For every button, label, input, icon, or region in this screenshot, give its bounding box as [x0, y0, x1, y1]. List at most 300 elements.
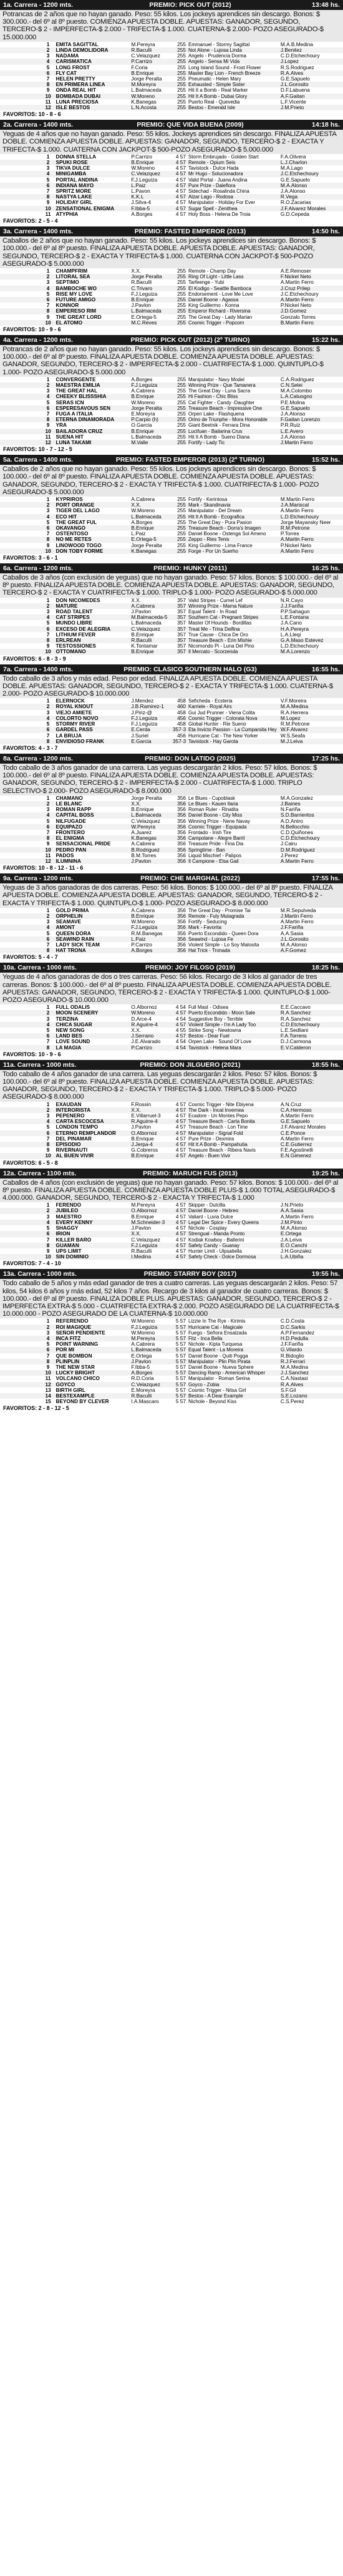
- race-number: 10a. Carrera - 1000 mts.: [3, 964, 77, 972]
- jockey-name: A.Borges: [130, 377, 172, 382]
- table-row: [0, 716, 343, 721]
- trainer-name: C.D.Etchechoury: [279, 1022, 343, 1028]
- jockey-name: R.Aguirre-4: [130, 1022, 172, 1028]
- runner-weight: 357-3: [172, 727, 186, 733]
- runner-recent-form: [0, 643, 42, 649]
- runner-recent-form: [0, 1231, 42, 1237]
- runner-number: 3: [42, 807, 55, 812]
- runner-weight: 255: [172, 99, 187, 105]
- runner-number: 5: [42, 819, 55, 824]
- trainer-name: R.M.Petrone: [279, 721, 343, 727]
- runner-weight: 4 57: [172, 183, 187, 188]
- table-row: [0, 1359, 343, 1364]
- trainer-name: M.R.Sepulveda: [279, 908, 343, 913]
- table-row: [0, 643, 343, 649]
- runner-weight: 255: [172, 548, 187, 554]
- runner-number: 4: [42, 1220, 55, 1225]
- runner-weight: 356: [172, 919, 187, 925]
- horse-name: LUNA TAKAMI: [54, 440, 130, 445]
- table-row: [0, 59, 343, 64]
- runner-weight: 357: [172, 603, 187, 609]
- horse-name: LOVE SOUND: [54, 1039, 130, 1044]
- horse-name: RIVERNAUTI: [54, 1147, 130, 1153]
- runner-weight: 357: [172, 626, 187, 632]
- table-row: [0, 377, 343, 382]
- race-number: 4a. Carrera - 1200 mts.: [3, 336, 74, 344]
- trainer-name: J.Perez: [279, 853, 343, 858]
- runner-recent-form: [0, 76, 42, 82]
- runner-recent-form: [0, 620, 42, 626]
- horse-name: GUAMAN: [54, 1243, 130, 1248]
- trainer-name: W.F.Alvarez: [279, 727, 343, 732]
- runner-pedigree: Strengual - Manda Pronto: [187, 1231, 279, 1237]
- table-row: [0, 154, 343, 160]
- runner-number: 3: [42, 165, 55, 171]
- horse-name: LUCKY BRIGHT: [54, 1370, 130, 1376]
- runner-pedigree: Violent Simple - Lo Soy Malosita: [187, 942, 279, 948]
- horse-name: CAPITAL BOSS: [54, 812, 130, 818]
- race-time: 19:25 hs.: [312, 1169, 340, 1177]
- runner-number: 6: [42, 70, 55, 76]
- table-row: [0, 42, 343, 47]
- runner-weight: 5 57: [172, 1359, 187, 1364]
- runner-recent-form: [0, 1119, 42, 1124]
- jockey-name: Jorge Peralta: [130, 76, 172, 82]
- runner-weight: 255: [172, 377, 187, 382]
- table-row: [0, 1364, 343, 1370]
- runner-pedigree: Daniel Boone - City Miss: [187, 812, 279, 818]
- runner-number: 10: [42, 649, 55, 654]
- runner-number: 1: [42, 497, 55, 502]
- race-header: [0, 455, 343, 465]
- table-row: [0, 508, 343, 513]
- jockey-name: E.Moreyra: [130, 1388, 172, 1393]
- jockey-name: A.Borges: [130, 520, 172, 525]
- table-row: [0, 1119, 343, 1124]
- jockey-name: B.Enrique: [130, 632, 172, 638]
- jockey-name: P.Carrizo: [130, 154, 172, 160]
- runner-weight: 255: [172, 59, 187, 64]
- runner-recent-form: [0, 417, 42, 422]
- runner-weight: 356: [172, 807, 187, 812]
- runner-number: 7: [42, 830, 55, 835]
- jockey-name: J.Pavlon: [130, 303, 172, 308]
- runner-recent-form: [0, 70, 42, 76]
- runner-pedigree: Violent Simple - I'm A Lady Too: [187, 1022, 279, 1028]
- runner-pedigree: Hit It A Bomb - Ecografica: [187, 514, 279, 520]
- runner-weight: 255: [172, 320, 187, 326]
- runner-number: 2: [42, 274, 55, 279]
- runner-weight: 4 57: [172, 188, 187, 194]
- trainer-name: G.E.Sapuelo: [279, 76, 343, 82]
- runner-recent-form: [0, 279, 42, 285]
- trainer-name: J.A.Leiva: [279, 1237, 343, 1243]
- runner-weight: 4 57: [172, 1220, 187, 1225]
- race-favorites: FAVORITOS: 10 - 8 - 12 - 11 - 6: [3, 865, 84, 872]
- runner-number: 6: [42, 406, 55, 411]
- runner-recent-form: [0, 400, 42, 406]
- runner-pedigree: Safety Check - Dolce Dormosa: [187, 1254, 279, 1260]
- runner-number: 4: [42, 514, 55, 520]
- jockey-name: E.Ortega: [130, 1353, 172, 1359]
- runner-weight: 4 54: [172, 1016, 187, 1022]
- table-row: [0, 598, 343, 603]
- race-favorites: FAVORITOS: 10 - 9 - 6: [3, 1051, 61, 1057]
- runner-pedigree: Master Of Hounds - Bordillas: [187, 620, 279, 626]
- trainer-name: E.Ortega: [279, 1231, 343, 1237]
- trainer-name: A.N.Cruz: [279, 1102, 343, 1107]
- runner-number: 1: [42, 42, 55, 47]
- race-prize: PREMIO: HUNKY (2011): [153, 565, 227, 573]
- race-favorites: FAVORITOS: 10 - 8 - 6: [3, 111, 61, 118]
- jockey-name: J.Pavlon: [130, 1124, 172, 1130]
- runner-number: 10: [42, 429, 55, 434]
- horse-name: FLY CAT: [54, 70, 130, 76]
- runner-weight: 356: [172, 931, 187, 936]
- runner-number: 8: [42, 1142, 55, 1147]
- runner-number: 10: [42, 320, 55, 326]
- runner-pedigree: Equal Talent - La Moreira: [187, 1347, 279, 1353]
- runner-recent-form: [0, 320, 42, 326]
- table-row: [0, 211, 343, 217]
- runner-pedigree: Mark - Favorita: [187, 925, 279, 930]
- jockey-name: L.Paiz: [130, 936, 172, 942]
- runner-weight: 5 57: [172, 1364, 187, 1370]
- runner-number: 4: [42, 812, 55, 818]
- jockey-name: J.Pavlon: [130, 609, 172, 615]
- runner-weight: 5 57: [172, 1353, 187, 1359]
- runner-recent-form: [0, 925, 42, 930]
- runner-recent-form: [0, 388, 42, 394]
- horse-name: INTERORISTA: [54, 1107, 130, 1113]
- runner-number: 3: [42, 508, 55, 513]
- runner-pedigree: Tarfeenge - Yubi: [187, 279, 279, 285]
- runner-recent-form: [0, 739, 42, 744]
- jockey-name: F.J.Leguiza: [130, 721, 172, 727]
- trainer-name: J.F.Fariña: [279, 925, 343, 930]
- trainer-name: A.F.Gaitan: [279, 94, 343, 99]
- jockey-name: F.Rossin: [130, 1102, 172, 1107]
- runner-pedigree: Forge - Por Un Suerho: [187, 548, 279, 554]
- jockey-name: C.Velazquez: [130, 1237, 172, 1243]
- runner-weight: 357: [172, 649, 187, 654]
- runner-recent-form: [0, 649, 42, 654]
- runner-recent-form: [0, 1388, 42, 1393]
- trainer-name: L.J.Charlon: [279, 160, 343, 165]
- runner-weight: 255: [172, 308, 187, 314]
- race-number: 7a. Carrera - 1400 mts.: [3, 665, 74, 673]
- runner-weight: 4 57: [172, 1208, 187, 1213]
- runner-recent-form: [0, 65, 42, 70]
- runner-recent-form: [0, 1208, 42, 1213]
- runner-number: 1: [42, 268, 55, 274]
- runner-pedigree: Frontado - Irish Tire: [187, 830, 279, 835]
- race-favorites: FAVORITOS: 2 - 8 - 12 - 5: [3, 1405, 69, 1412]
- trainer-name: A.Martin Ferro: [279, 537, 343, 542]
- runner-number: 5: [42, 721, 55, 727]
- runner-recent-form: [0, 1336, 42, 1341]
- trainer-name: V.F.Moreira: [279, 698, 343, 704]
- runner-number: 11: [42, 434, 55, 440]
- trainer-name: C.S.Perez: [279, 1399, 343, 1404]
- runner-number: 10: [42, 94, 55, 99]
- table-row: [0, 942, 343, 948]
- jockey-name: L.Balmaceda: [130, 308, 172, 314]
- race-block: [0, 335, 343, 455]
- runner-weight: 357: [172, 620, 187, 626]
- trainer-name: J.Martin Ferro: [279, 913, 343, 919]
- runner-number: 6: [42, 525, 55, 531]
- runner-number: 3: [42, 919, 55, 925]
- race-block: [0, 0, 343, 120]
- horse-name: SPUKI ROSE: [54, 160, 130, 165]
- runner-pedigree: Hurricane Cat - Magicale: [187, 1324, 279, 1330]
- runner-recent-form: [0, 1220, 42, 1225]
- table-row: [0, 1136, 343, 1142]
- runner-weight: 356: [172, 853, 187, 858]
- runner-weight: 5 57: [172, 1388, 187, 1393]
- horse-name: ORPHELIN: [54, 913, 130, 919]
- runner-recent-form: [0, 165, 42, 171]
- runner-weight: 357: [172, 609, 187, 615]
- horse-name: INCA FITZ: [54, 1336, 130, 1341]
- horse-name: THE GREAT FUL: [54, 520, 130, 525]
- table-row: [0, 1124, 343, 1130]
- jockey-name: J.E.Alvarado: [130, 1039, 172, 1044]
- runner-weight: 357: [172, 615, 187, 620]
- runner-recent-form: [0, 440, 42, 445]
- jockey-name: O.Albornoz: [130, 1130, 172, 1136]
- runner-recent-form: [0, 1341, 42, 1347]
- runner-pedigree: Puerto Real - Quevedia: [187, 99, 279, 105]
- runner-number: 9: [42, 87, 55, 93]
- runner-weight: 255: [172, 291, 187, 297]
- runner-number: 3: [42, 1113, 55, 1119]
- horse-name: BAILADORA CRUZ: [54, 429, 130, 434]
- runner-pedigree: Valid Portal - Juana Andina: [187, 177, 279, 183]
- table-row: [0, 626, 343, 632]
- runner-recent-form: [0, 721, 42, 727]
- jockey-name: F.J.Leguiza: [130, 1243, 172, 1248]
- runner-pedigree: Fuego - Señora Ensalzada: [187, 1330, 279, 1336]
- runners-table: [0, 377, 343, 445]
- table-row: [0, 279, 343, 285]
- runner-weight: 5 57: [172, 1347, 187, 1353]
- runner-number: 10: [42, 847, 55, 853]
- runner-number: 2: [42, 1324, 55, 1330]
- trainer-name: A.D.Antro: [279, 819, 343, 824]
- runner-pedigree: Seawind - Lujosa Fe: [187, 936, 279, 942]
- trainer-name: F.Nickel Neto: [279, 274, 343, 279]
- runner-number: 12: [42, 1382, 55, 1388]
- race-conditions: Caballos de 2 años que no hayan ganado. Peso: 55 kilos. Los jockeys aprendices sin descargo. Bonos: $ 100.000.- del 6º al 8º puesto. FINALIZA APUESTA DOBLE. APUESTA DOBLE. APUESTAS: GANADOR, SEGUNDO, TERCERO-$ 2 - EXACTA Y TRIFECTA-$ 1.000. CUATERNA CON JACKPOT-$ 500-POZO ASEGURADO-$ 5.000.000: [0, 236, 343, 268]
- race-conditions: Yeguas de 3 años ganadoras de dos carreras. Peso: 56 kilos. Bonos: $ 100.000.- del 6º al 8º puesto. FINALIZA APUESTA DOBLE. COMIENZA APUESTA DOBLE. APUESTAS: GANADOR, SEGUNDO, TERCERO-$ 2 - EXACTA Y TRIFECTA-$ 1.000. QUINTUPLO-$ 1.000- POZO ASEGURADO-$ 8.000.000: [0, 883, 343, 908]
- horse-name: THE GREAT LORD: [54, 314, 130, 320]
- horse-name: LONDON TEMPO: [54, 1124, 130, 1130]
- runner-weight: 255: [172, 105, 187, 110]
- horse-name: QUE BOMBON: [54, 1353, 130, 1359]
- table-row: [0, 1033, 343, 1039]
- jockey-name: L.Pavon: [130, 188, 172, 194]
- runner-weight: 357-3: [172, 738, 186, 744]
- runner-pedigree: Tavistock - Dulce Hada: [187, 165, 279, 171]
- horse-name: SERAS ICN: [54, 400, 130, 406]
- trainer-name: A.Martin Ferro: [279, 279, 343, 285]
- jockey-name: L.Paiz: [130, 531, 172, 537]
- runner-recent-form: [0, 704, 42, 709]
- horse-name: OTTOMANO: [54, 649, 130, 654]
- runner-number: 3: [42, 388, 55, 394]
- horse-name: KILLER BARO: [54, 1237, 130, 1243]
- table-row: [0, 824, 343, 830]
- runner-number: 6: [42, 1130, 55, 1136]
- table-row: [0, 1393, 343, 1399]
- runner-pedigree: Skipper - Dulcilla: [187, 1202, 279, 1208]
- runner-pedigree: Hit It A Bomb - Pampahutia: [187, 1142, 279, 1147]
- jockey-name: X.X.: [130, 502, 172, 508]
- runner-pedigree: Winning Prize - Mama Nature: [187, 603, 279, 609]
- race-conditions: Caballos de 4 años (con exclusión de yeguas) que no hayan ganado. Peso: 57 kilos. Bonos: $ 100.000.- del 6º al 8º puesto. FINALIZA APUESTA DOBLE. COMIENZA APUESTA DOBLE PLUS-$ 1.000 TOTAL ASEGURADO-$ 4.000.000. GANADOR, SEGUNDO, TERCERO-$ 2 - EXACTA Y TRIFECTA-$ 1.000: [0, 1179, 343, 1203]
- table-row: [0, 936, 343, 942]
- table-row: [0, 429, 343, 434]
- jockey-name: Jorge Peralta: [130, 406, 172, 411]
- trainer-name: R.O.Zacarias: [279, 200, 343, 205]
- horse-name: CONVERGENTE: [54, 377, 130, 382]
- horse-name: PLINPLIN: [54, 1359, 130, 1364]
- runner-weight: 4 54: [172, 1004, 187, 1010]
- runner-number: 8: [42, 82, 55, 87]
- table-row: [0, 620, 343, 626]
- runner-number: 3: [42, 1214, 55, 1220]
- runner-weight: 357: [172, 598, 187, 603]
- runner-number: 10: [42, 1370, 55, 1376]
- jockey-name: M.Schneider-3: [130, 1220, 172, 1225]
- jockey-name: O.Albornoz: [130, 1208, 172, 1213]
- jockey-name: J.Mendez: [130, 698, 172, 704]
- table-row: [0, 514, 343, 520]
- horse-name: LITORAL SEA: [54, 274, 130, 279]
- jockey-name: R.Baculli: [130, 47, 172, 53]
- runner-number: 15: [42, 1399, 55, 1404]
- trainer-name: F.A.Torrens: [279, 1033, 343, 1039]
- trainer-name: L.D.Etchechoury: [279, 643, 343, 649]
- table-row: [0, 1336, 343, 1341]
- runner-number: 8: [42, 948, 55, 953]
- trainer-name: R.S.Rodriguez: [279, 65, 343, 70]
- runner-weight: 4 57: [172, 1202, 187, 1208]
- runner-number: 12: [42, 858, 55, 864]
- runner-number: 1: [42, 1318, 55, 1324]
- table-row: [0, 297, 343, 303]
- jockey-name: W.Moreno: [130, 508, 172, 513]
- jockey-name: B.Rodriguez: [130, 847, 172, 853]
- runner-pedigree: Angelo - Buen Vivir: [187, 1153, 279, 1159]
- runner-pedigree: The Great Day - Pura Pasion: [187, 520, 279, 525]
- runner-weight: 4 57: [172, 171, 187, 177]
- runner-recent-form: [0, 1039, 42, 1044]
- jockey-name: F.Ibba-5: [130, 206, 172, 211]
- jockey-name: P.Carrizo: [130, 1045, 172, 1051]
- trainer-name: J.M.Prieto: [279, 105, 343, 110]
- trainer-name: J.A.Mariscal: [279, 502, 343, 508]
- trainer-name: E.E.Caccavo: [279, 1004, 343, 1010]
- runner-recent-form: [0, 99, 42, 105]
- table-row: [0, 82, 343, 87]
- trainer-name: G.E.Sapuelo: [279, 177, 343, 183]
- jockey-name: E.Cerda: [130, 727, 172, 732]
- race-favorites: FAVORITOS: 10 - 7 - 12 - 5: [3, 446, 72, 453]
- table-row: [0, 183, 343, 188]
- trainer-name: F.E.Agostinelli: [279, 1147, 343, 1153]
- runner-recent-form: [0, 727, 42, 732]
- jockey-name: X.X.: [130, 1028, 172, 1033]
- table-row: [0, 422, 343, 428]
- runner-recent-form: [0, 598, 42, 603]
- runner-recent-form: [0, 936, 42, 942]
- trainer-name: E.O.Canchi: [279, 1243, 343, 1248]
- runner-number: 2: [42, 502, 55, 508]
- runner-number: 8: [42, 417, 55, 422]
- runner-number: 7: [42, 531, 55, 537]
- runner-number: 4: [42, 925, 55, 930]
- runner-weight: 255: [172, 268, 187, 274]
- race-time: 18:55 hs.: [312, 1061, 340, 1069]
- table-row: [0, 1102, 343, 1107]
- race-conditions: Todo caballo de 3 años y más edad. Peso por edad. FINALIZA APUESTA DOBLE. COMIENZA APUESTA DOBLE. APUESTAS: GANADOR, SEGUNDO, TERCERO-$ 2 - EXACTA Y TRIFECTA-$ 1.000. CUATERNA-$ 2.000- POZO ASEGURADO-$ 10.000.000: [0, 674, 343, 699]
- runner-recent-form: [0, 1318, 42, 1324]
- runner-number: 10: [42, 206, 55, 211]
- horse-name: AMONT: [54, 925, 130, 930]
- horse-name: SEPTIMO: [54, 279, 130, 285]
- trainer-name: A.P.Fernandez: [279, 1330, 343, 1336]
- race-block: [0, 563, 343, 664]
- runners-table: [0, 1318, 343, 1404]
- runner-pedigree: Daniel Boone - Nueva Sphere: [187, 1364, 279, 1370]
- race-prize: PREMIO: CLASICO SOUTHERN HALO (G3): [123, 665, 257, 673]
- jockey-name: K.Banegas: [130, 835, 172, 841]
- runner-weight: 4 57: [172, 1010, 187, 1016]
- runner-number: 4: [42, 171, 55, 177]
- table-row: [0, 400, 343, 406]
- runner-pedigree: Treasure Pride - Fina Dia: [187, 841, 279, 847]
- runner-number: 8: [42, 638, 55, 643]
- runner-weight: 458: [172, 721, 187, 727]
- trainer-name: Jorge Mayansky Neer: [279, 520, 343, 525]
- runner-number: 1: [42, 795, 55, 801]
- runner-pedigree: Fortify - Kerintosa: [187, 497, 279, 502]
- runner-pedigree: Angelo - Sensa Mi Vida: [187, 59, 279, 64]
- horse-name: SPRITZ MORE: [54, 188, 130, 194]
- trainer-name: G.D.Cepeda: [279, 211, 343, 217]
- horse-name: LONG FROST: [54, 65, 130, 70]
- race-header: [0, 873, 343, 883]
- runner-pedigree: Kodiak Kowboy - Ballerini: [187, 1237, 279, 1243]
- runner-number: 3: [42, 710, 55, 716]
- horse-name: BOMBADA DUBAI: [54, 94, 130, 99]
- horse-name: VOLCANO CHICO: [54, 1376, 130, 1381]
- table-row: [0, 795, 343, 801]
- runner-weight: 4 57: [172, 1136, 187, 1142]
- horse-name: JUBILEO: [54, 1208, 130, 1213]
- runner-pedigree: Treasure Beach - Erin Mishie: [187, 638, 279, 643]
- runner-recent-form: [0, 1330, 42, 1336]
- jockey-name: W.Moreno: [130, 400, 172, 406]
- runner-weight: 356: [172, 847, 187, 853]
- runner-number: 5: [42, 1124, 55, 1130]
- runner-recent-form: [0, 1130, 42, 1136]
- jockey-name: F.J.Leguiza: [130, 382, 172, 388]
- runner-recent-form: [0, 1353, 42, 1359]
